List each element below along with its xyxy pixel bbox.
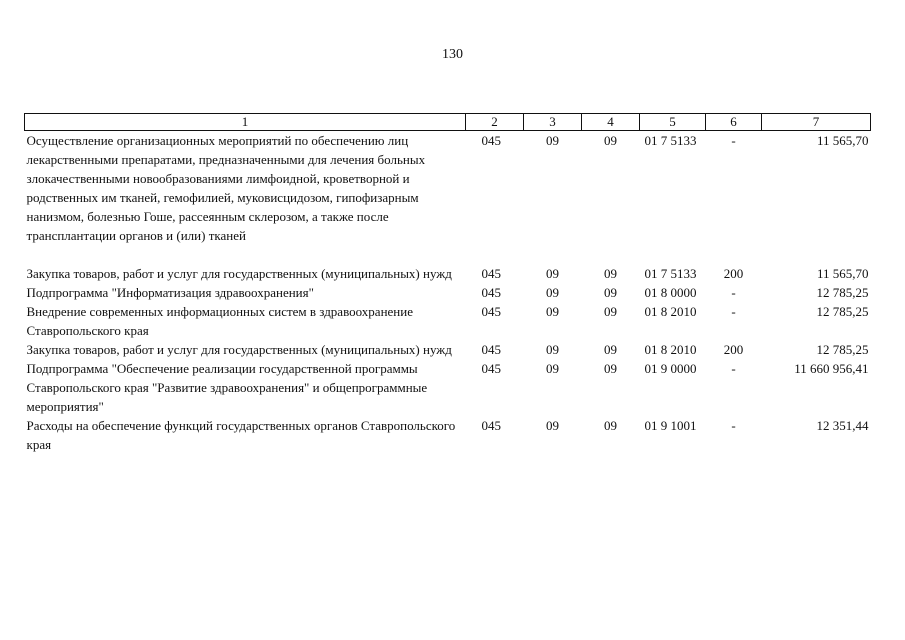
spacer-row (25, 245, 871, 264)
table-row (25, 264, 871, 283)
table-row (25, 359, 871, 416)
row-code-5: 01 8 0000 (644, 285, 697, 300)
spacer-cell (25, 245, 871, 264)
row-code-5: 01 9 1001 (644, 418, 697, 433)
row-code-6: - (731, 304, 736, 319)
row-name: Закупка товаров, работ и услуг для государственных (муниципальных) нужд (26, 266, 452, 281)
row-code-4: 09 (604, 266, 617, 281)
table-row (25, 416, 871, 454)
row-amount: 12 351,44 (816, 418, 869, 433)
row-code-5: 01 8 2010 (644, 342, 697, 357)
row-code-2: 045 (481, 266, 501, 281)
column-header-5: 5 (640, 114, 706, 131)
row-name: Подпрограмма "Информатизация здравоохранения" (26, 285, 314, 300)
row-code-5: 01 7 5133 (644, 133, 697, 148)
table-body (25, 131, 871, 455)
row-code-3: 09 (546, 418, 559, 433)
row-code-5: 01 9 0000 (644, 361, 697, 376)
row-amount: 12 785,25 (816, 285, 869, 300)
row-code-4: 09 (604, 361, 617, 376)
column-header-7: 7 (762, 114, 871, 131)
row-code-3: 09 (546, 285, 559, 300)
row-code-4: 09 (604, 285, 617, 300)
row-name: Внедрение современных информационных систем в здравоохранение Ставропольского края (26, 304, 413, 338)
row-amount: 12 785,25 (816, 342, 869, 357)
row-code-3: 09 (546, 133, 559, 148)
row-amount: 11 565,70 (816, 133, 869, 148)
column-header-1: 1 (25, 114, 466, 131)
row-code-6: 200 (723, 342, 744, 357)
row-code-3: 09 (546, 266, 559, 281)
row-code-4: 09 (604, 304, 617, 319)
row-code-3: 09 (546, 342, 559, 357)
row-amount: 11 565,70 (816, 266, 869, 281)
header-row (25, 114, 871, 131)
page-number: 130 (442, 47, 463, 62)
table-row (25, 283, 871, 302)
row-code-4: 09 (604, 133, 617, 148)
table-header (25, 114, 871, 131)
row-code-2: 045 (481, 133, 501, 148)
row-code-2: 045 (481, 285, 501, 300)
row-code-2: 045 (481, 304, 501, 319)
column-header-6: 6 (706, 114, 762, 131)
row-name: Закупка товаров, работ и услуг для государственных (муниципальных) нужд (26, 342, 452, 357)
row-code-3: 09 (546, 304, 559, 319)
row-name: Подпрограмма "Обеспечение реализации государственной программы Ставропольского края "Развитие здравоохранения" и общепрограммные мероприятия" (26, 361, 428, 414)
budget-table (24, 113, 871, 454)
row-code-5: 01 8 2010 (644, 304, 697, 319)
row-code-2: 045 (481, 418, 501, 433)
table-row (25, 302, 871, 340)
row-code-4: 09 (604, 418, 617, 433)
row-name: Расходы на обеспечение функций государственных органов Ставропольского края (26, 418, 456, 452)
table-row (25, 340, 871, 359)
row-code-5: 01 7 5133 (644, 266, 697, 281)
row-code-6: - (731, 133, 736, 148)
row-amount: 12 785,25 (816, 304, 869, 319)
column-header-4: 4 (582, 114, 640, 131)
row-code-3: 09 (546, 361, 559, 376)
row-amount: 11 660 956,41 (794, 361, 869, 376)
row-code-2: 045 (481, 342, 501, 357)
row-code-6: - (731, 361, 736, 376)
row-code-2: 045 (481, 361, 501, 376)
row-name: Осуществление организационных мероприятий по обеспечению лиц лекарственными препаратами, предназначенными для лечения больных злокачественными новообразованиями лимфоидной, кроветворной и родственных им тканей, гемофилией, муковисцидозом, гипофизарным нанизмом, болезнью Гоше, рассеянным склерозом, а также после трансплантации органов и (или) тканей (26, 133, 426, 243)
row-code-6: - (731, 285, 736, 300)
row-code-6: 200 (723, 266, 744, 281)
column-header-3: 3 (524, 114, 582, 131)
row-code-6: - (731, 418, 736, 433)
column-header-2: 2 (466, 114, 524, 131)
row-code-4: 09 (604, 342, 617, 357)
table-row (25, 131, 871, 246)
